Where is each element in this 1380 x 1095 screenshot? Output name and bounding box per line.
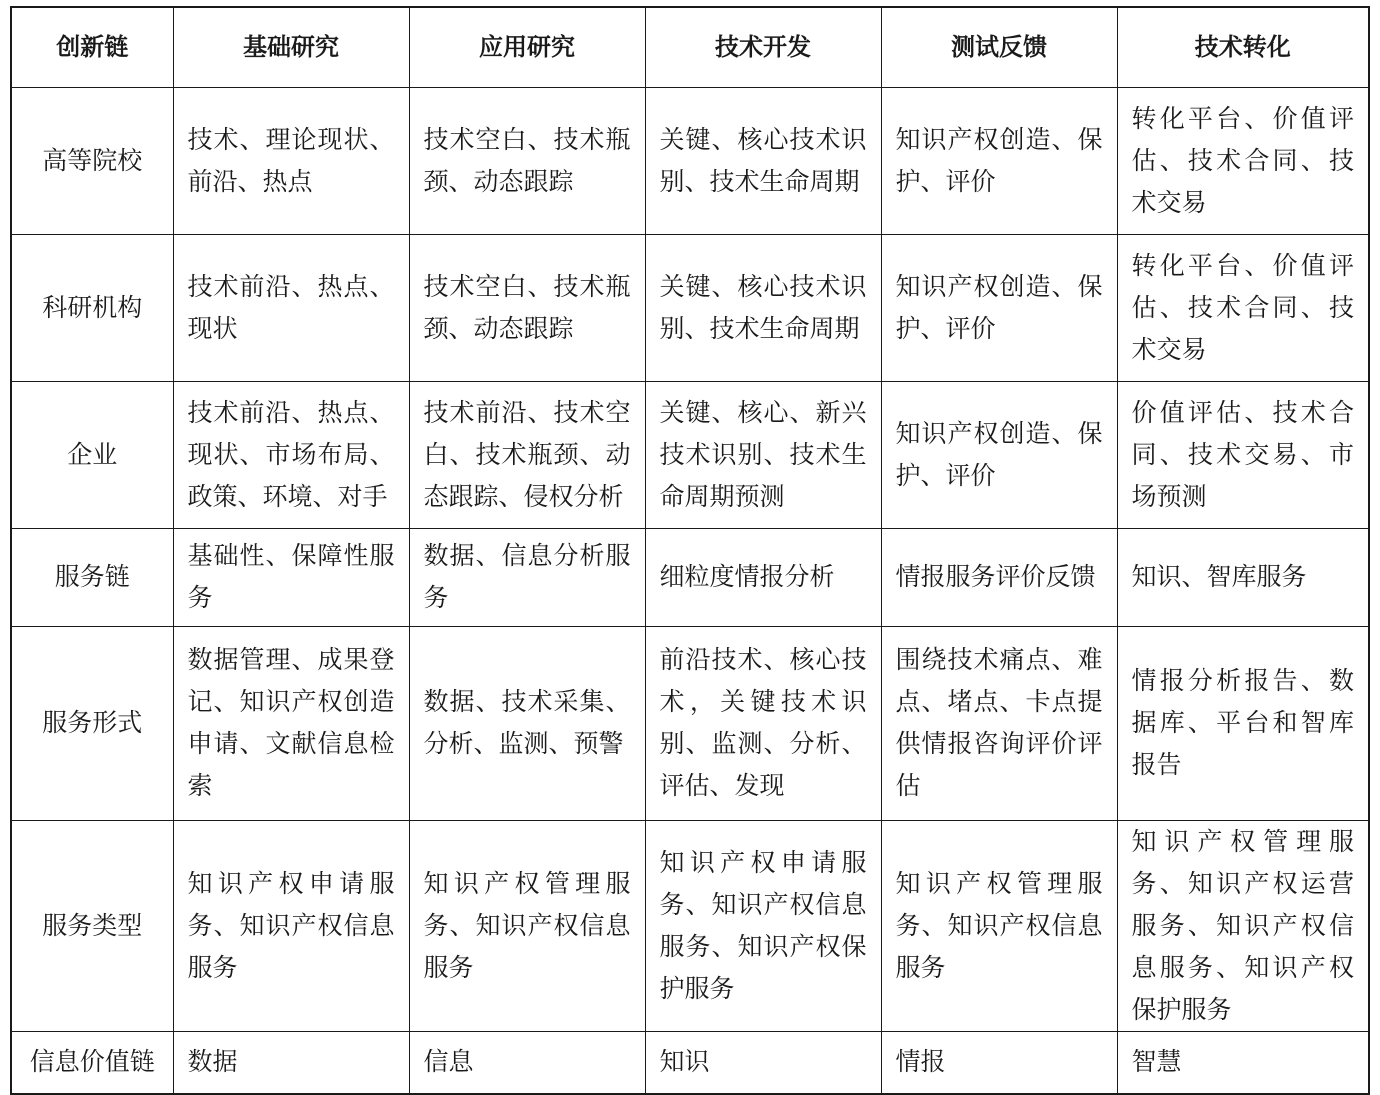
table-cell: 技术、理论现状、前沿、热点 [173,87,409,234]
table-row [11,234,1369,381]
table-row [11,626,1369,820]
table-cell: 知识、智库服务 [1117,528,1369,626]
table-row [11,1031,1369,1094]
table-cell: 前沿技术、核心技术，关键技术识别、监测、分析、评估、发现 [645,626,881,820]
table-row [11,820,1369,1031]
table-cell: 知识产权管理服务、知识产权信息服务 [881,820,1117,1031]
table-cell: 知识产权创造、保护、评价 [881,381,1117,528]
table-row [11,87,1369,234]
table-cell: 转化平台、价值评估、技术合同、技术交易 [1117,234,1369,381]
column-header: 技术开发 [645,7,881,87]
row-header: 科研机构 [11,234,173,381]
table-cell: 情报服务评价反馈 [881,528,1117,626]
column-header: 创新链 [11,7,173,87]
innovation-service-chain-table-container [10,6,1368,1076]
table-cell: 关键、核心技术识别、技术生命周期 [645,87,881,234]
table-cell: 知识产权申请服务、知识产权信息服务 [173,820,409,1031]
table-cell: 智慧 [1117,1031,1369,1094]
table-cell: 技术前沿、热点、现状 [173,234,409,381]
table-cell: 围绕技术痛点、难点、堵点、卡点提供情报咨询评价评估 [881,626,1117,820]
row-header: 企业 [11,381,173,528]
row-header: 服务链 [11,528,173,626]
column-header: 基础研究 [173,7,409,87]
table-cell: 知识 [645,1031,881,1094]
table-cell: 情报分析报告、数据库、平台和智库报告 [1117,626,1369,820]
table-cell: 知识产权创造、保护、评价 [881,87,1117,234]
table-cell: 信息 [409,1031,645,1094]
table-cell: 知识产权管理服务、知识产权信息服务 [409,820,645,1031]
table-cell: 关键、核心、新兴技术识别、技术生命周期预测 [645,381,881,528]
table-cell: 数据、信息分析服务 [409,528,645,626]
table-cell: 技术前沿、热点、现状、市场布局、政策、环境、对手 [173,381,409,528]
table-cell: 技术前沿、技术空白、技术瓶颈、动态跟踪、侵权分析 [409,381,645,528]
table-cell: 数据 [173,1031,409,1094]
row-header: 信息价值链 [11,1031,173,1094]
innovation-service-chain-table [10,6,1370,1095]
table-cell: 数据管理、成果登记、知识产权创造申请、文献信息检索 [173,626,409,820]
table-row [11,381,1369,528]
column-header: 测试反馈 [881,7,1117,87]
table-cell: 技术空白、技术瓶颈、动态跟踪 [409,87,645,234]
table-cell: 基础性、保障性服务 [173,528,409,626]
table-cell: 关键、核心技术识别、技术生命周期 [645,234,881,381]
row-header: 服务类型 [11,820,173,1031]
column-header: 技术转化 [1117,7,1369,87]
table-cell: 知识产权创造、保护、评价 [881,234,1117,381]
row-header: 服务形式 [11,626,173,820]
table-row [11,528,1369,626]
table-cell: 知识产权管理服务、知识产权运营服务、知识产权信息服务、知识产权保护服务 [1117,820,1369,1031]
table-cell: 价值评估、技术合同、技术交易、市场预测 [1117,381,1369,528]
table-header-row [11,7,1369,87]
table-cell: 转化平台、价值评估、技术合同、技术交易 [1117,87,1369,234]
table-cell: 数据、技术采集、分析、监测、预警 [409,626,645,820]
row-header: 高等院校 [11,87,173,234]
column-header: 应用研究 [409,7,645,87]
table-cell: 情报 [881,1031,1117,1094]
table-cell: 知识产权申请服务、知识产权信息服务、知识产权保护服务 [645,820,881,1031]
table-cell: 技术空白、技术瓶颈、动态跟踪 [409,234,645,381]
table-cell: 细粒度情报分析 [645,528,881,626]
